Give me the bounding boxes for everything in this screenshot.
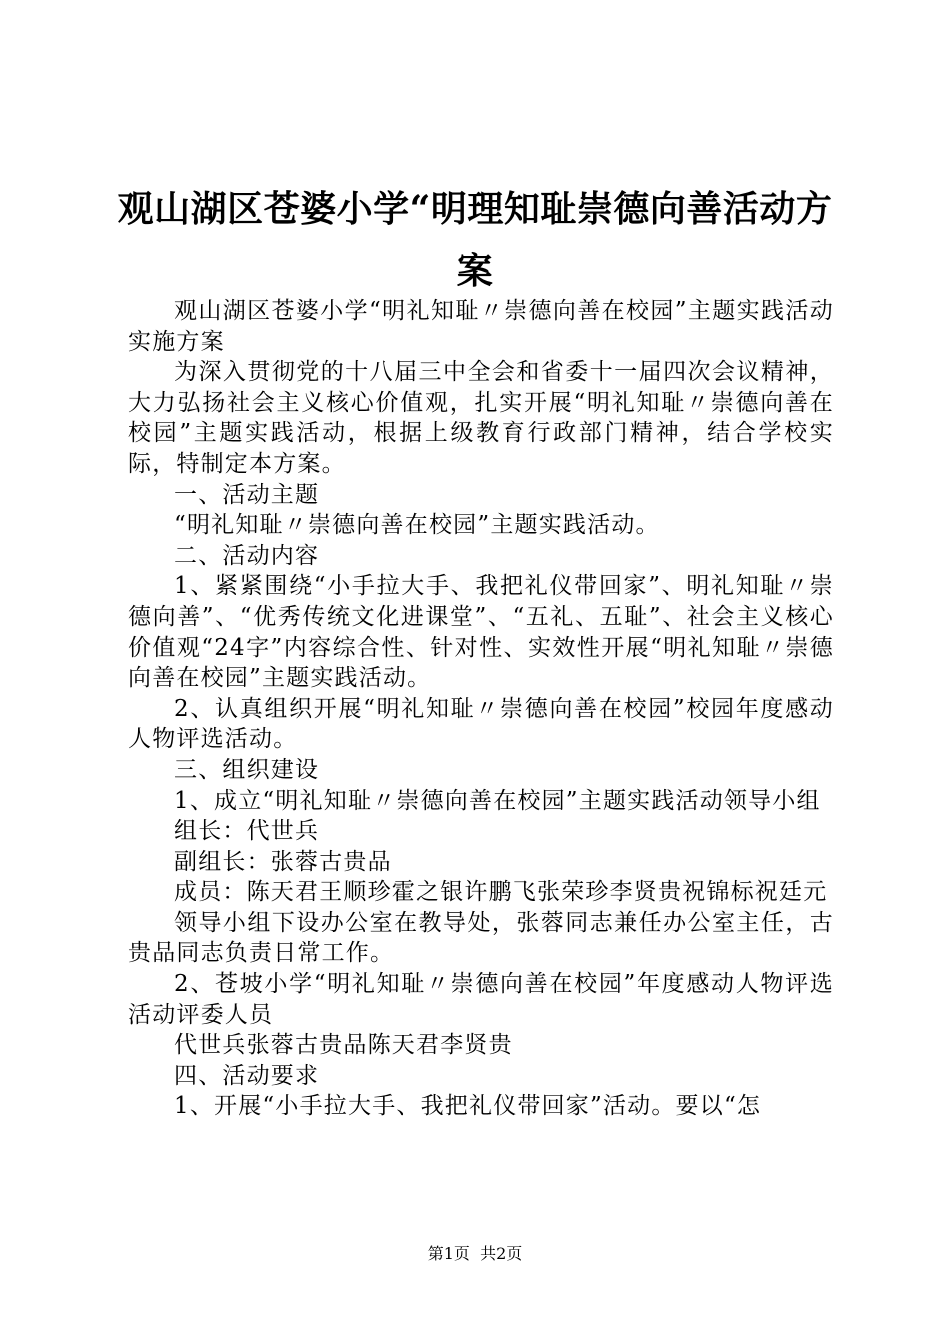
paragraph-intro: 为深入贯彻党的十八届三中全会和省委十一届四次会议精神，大力弘扬社会主义核心价值观，扎实开展“明礼知耻〃崇德向善在校园”主题实践活动，根据上级教育行政部门精神，结合学校实际，特制定本方案。 <box>128 359 834 477</box>
document-body <box>128 296 834 1122</box>
paragraph-content-2: 2、认真组织开展“明礼知耻〃崇德向善在校园”校园年度感动人物评选活动。 <box>128 695 834 753</box>
paragraph-deputy-leader: 副组长：张蓉古贵品 <box>174 848 392 875</box>
paragraph-requirements-1: 1、开展“小手拉大手、我把礼仪带回家”活动。要以“怎 <box>174 1093 762 1120</box>
section-heading-organization: 三、组织建设 <box>174 756 320 783</box>
paragraph-office: 领导小组下设办公室在教导处，张蓉同志兼任办公室主任，古贵品同志负责日常工作。 <box>128 909 834 967</box>
paragraph-members: 成员：陈天君王顺珍霍之银许鹏飞张荣珍李贤贵祝锦标祝廷元 <box>174 879 828 906</box>
section-heading-requirements: 四、活动要求 <box>174 1062 320 1089</box>
paragraph-theme: “明礼知耻〃崇德向善在校园”主题实践活动。 <box>174 512 660 539</box>
section-heading-content: 二、活动内容 <box>174 542 320 569</box>
section-heading-theme: 一、活动主题 <box>174 481 320 508</box>
paragraph-organization-2: 2、苍坡小学“明礼知耻〃崇德向善在校园”年度感动人物评选活动评委人员 <box>128 971 834 1028</box>
paragraph-leader: 组长：代世兵 <box>174 818 320 845</box>
document-title: 观山湖区苍婆小学“明理知耻崇德向善活动方案 <box>117 188 833 292</box>
paragraph-subtitle: 观山湖区苍婆小学“明礼知耻〃崇德向善在校园”主题实践活动实施方案 <box>128 298 834 355</box>
paragraph-organization-1: 1、成立“明礼知耻〃崇德向善在校园”主题实践活动领导小组 <box>174 787 821 814</box>
page-total: 共2页 <box>480 1244 523 1263</box>
page-number: 第1页 <box>427 1244 470 1263</box>
paragraph-content-1: 1、紧紧围绕“小手拉大手、我把礼仪带回家”、明礼知耻〃崇德向善”、“优秀传统文化进课堂”、“五礼、五耻”、社会主义核心价值观“24字”内容综合性、针对性、实效性开展“明礼知耻〃崇德向善在校园”主题实践活动。 <box>128 573 834 692</box>
page-footer <box>0 1244 950 1264</box>
paragraph-judges: 代世兵张蓉古贵品陈天君李贤贵 <box>174 1032 513 1059</box>
